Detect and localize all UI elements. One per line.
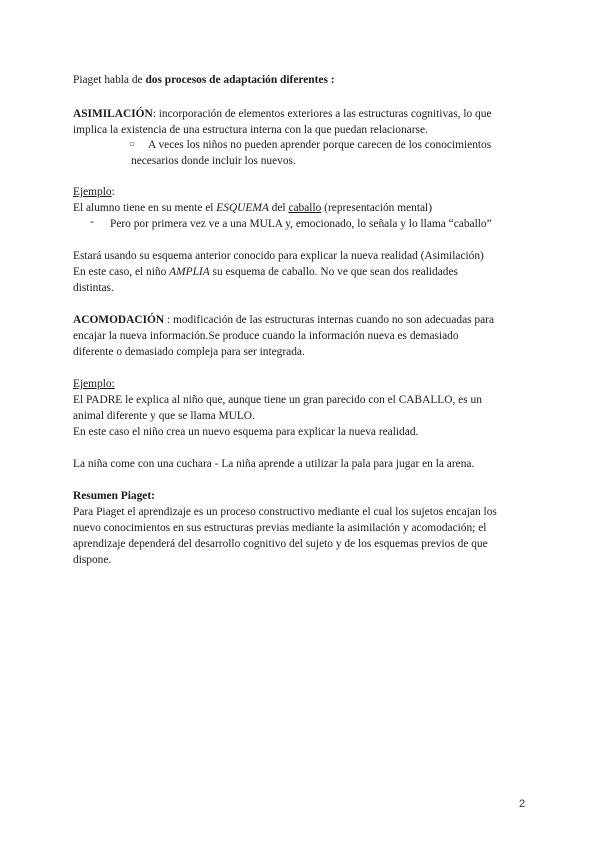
nina-example-line: La niña come con una cuchara - La niña aprende a utilizar la pala para jugar en la arena. bbox=[73, 458, 475, 470]
asimilacion-line-2: implica la existencia de una estructura interna con la que puedan relacionarse. bbox=[73, 124, 428, 136]
ejemplo-2-heading: Ejemplo: bbox=[73, 378, 115, 390]
ejemplo-1-paragraph-2 bbox=[73, 264, 533, 280]
esquema-word: ESQUEMA bbox=[216, 202, 269, 214]
ejemplo-1-text-c: (representación mental) bbox=[321, 202, 433, 214]
ejemplo-1-paragraph-1: Estará usando su esquema anterior conocido para explicar la nueva realidad (Asimilación) bbox=[73, 250, 484, 262]
intro-bold: dos procesos de adaptación diferentes : bbox=[145, 74, 335, 86]
resumen-line-4: dispone. bbox=[73, 554, 112, 566]
ejemplo-1-paragraph-3: distintas. bbox=[73, 282, 114, 294]
asimilacion-text-1: : incorporación de elementos exteriores a las estructuras cognitivas, lo que bbox=[152, 108, 492, 120]
asimilacion-term: ASIMILACIÓN bbox=[73, 108, 153, 120]
ejemplo-1-p2-b: su esquema de caballo. No ve que sean dos realidades bbox=[209, 266, 458, 278]
page-number: 2 bbox=[519, 798, 526, 810]
dash-bullet-icon: - bbox=[90, 216, 94, 228]
amplia-word: AMPLIA bbox=[169, 266, 210, 278]
ejemplo-2-line-3: En este caso el niño crea un nuevo esquema para explicar la nueva realidad. bbox=[73, 426, 419, 438]
resumen-title: Resumen Piaget: bbox=[73, 490, 155, 502]
acomodacion-line-1 bbox=[73, 312, 533, 328]
resumen-line-1: Para Piaget el aprendizaje es un proceso constructivo mediante el cual los sujetos encajan los bbox=[73, 506, 497, 518]
intro-line bbox=[73, 72, 533, 88]
acomodacion-text-1: : modificación de las estructuras internas cuando no son adecuadas para bbox=[164, 314, 495, 326]
ejemplo-1-line-1 bbox=[73, 200, 533, 216]
ejemplo-1-p2-a: En este caso, el niño bbox=[73, 266, 170, 278]
acomodacion-line-2: encajar la nueva información.Se produce cuando la información nueva es demasiado bbox=[73, 330, 459, 342]
asimilacion-bullet-line-2: necesarios donde incluir los nuevos. bbox=[131, 155, 296, 167]
ejemplo-2-line-1: El PADRE le explica al niño que, aunque tiene un gran parecido con el CABALLO, es un bbox=[73, 394, 482, 406]
resumen-line-3: aprendizaje dependerá del desarrollo cognitivo del sujeto y de los esquemas previos de que bbox=[73, 538, 488, 550]
ejemplo-1-label: Ejemplo bbox=[73, 186, 112, 198]
ejemplo-1-dash-line: Pero por primera vez ve a una MULA y, emocionado, lo señala y lo llama “caballo” bbox=[110, 218, 492, 230]
intro-text: Piaget habla de bbox=[73, 74, 146, 86]
asimilacion-line-1 bbox=[73, 106, 533, 122]
ejemplo-1-text-a: El alumno tiene en su mente el bbox=[73, 202, 217, 214]
ejemplo-1-text-b: del bbox=[268, 202, 289, 214]
circle-bullet-icon: ○ bbox=[129, 139, 136, 150]
caballo-word: caballo bbox=[288, 202, 322, 214]
acomodacion-term: ACOMODACIÓN bbox=[73, 314, 165, 326]
ejemplo-2-line-2: animal diferente y que se llama MULO. bbox=[73, 410, 255, 422]
ejemplo-1-colon: : bbox=[111, 186, 115, 198]
ejemplo-1-heading bbox=[73, 184, 533, 200]
resumen-line-2: nuevo conocimientos en sus estructuras previas mediante la asimilación y acomodación; el bbox=[73, 522, 487, 534]
asimilacion-bullet-line-1: A veces los niños no pueden aprender porque carecen de los conocimientos bbox=[148, 139, 492, 151]
acomodacion-line-3: diferente o demasiado compleja para ser integrada. bbox=[73, 346, 305, 358]
